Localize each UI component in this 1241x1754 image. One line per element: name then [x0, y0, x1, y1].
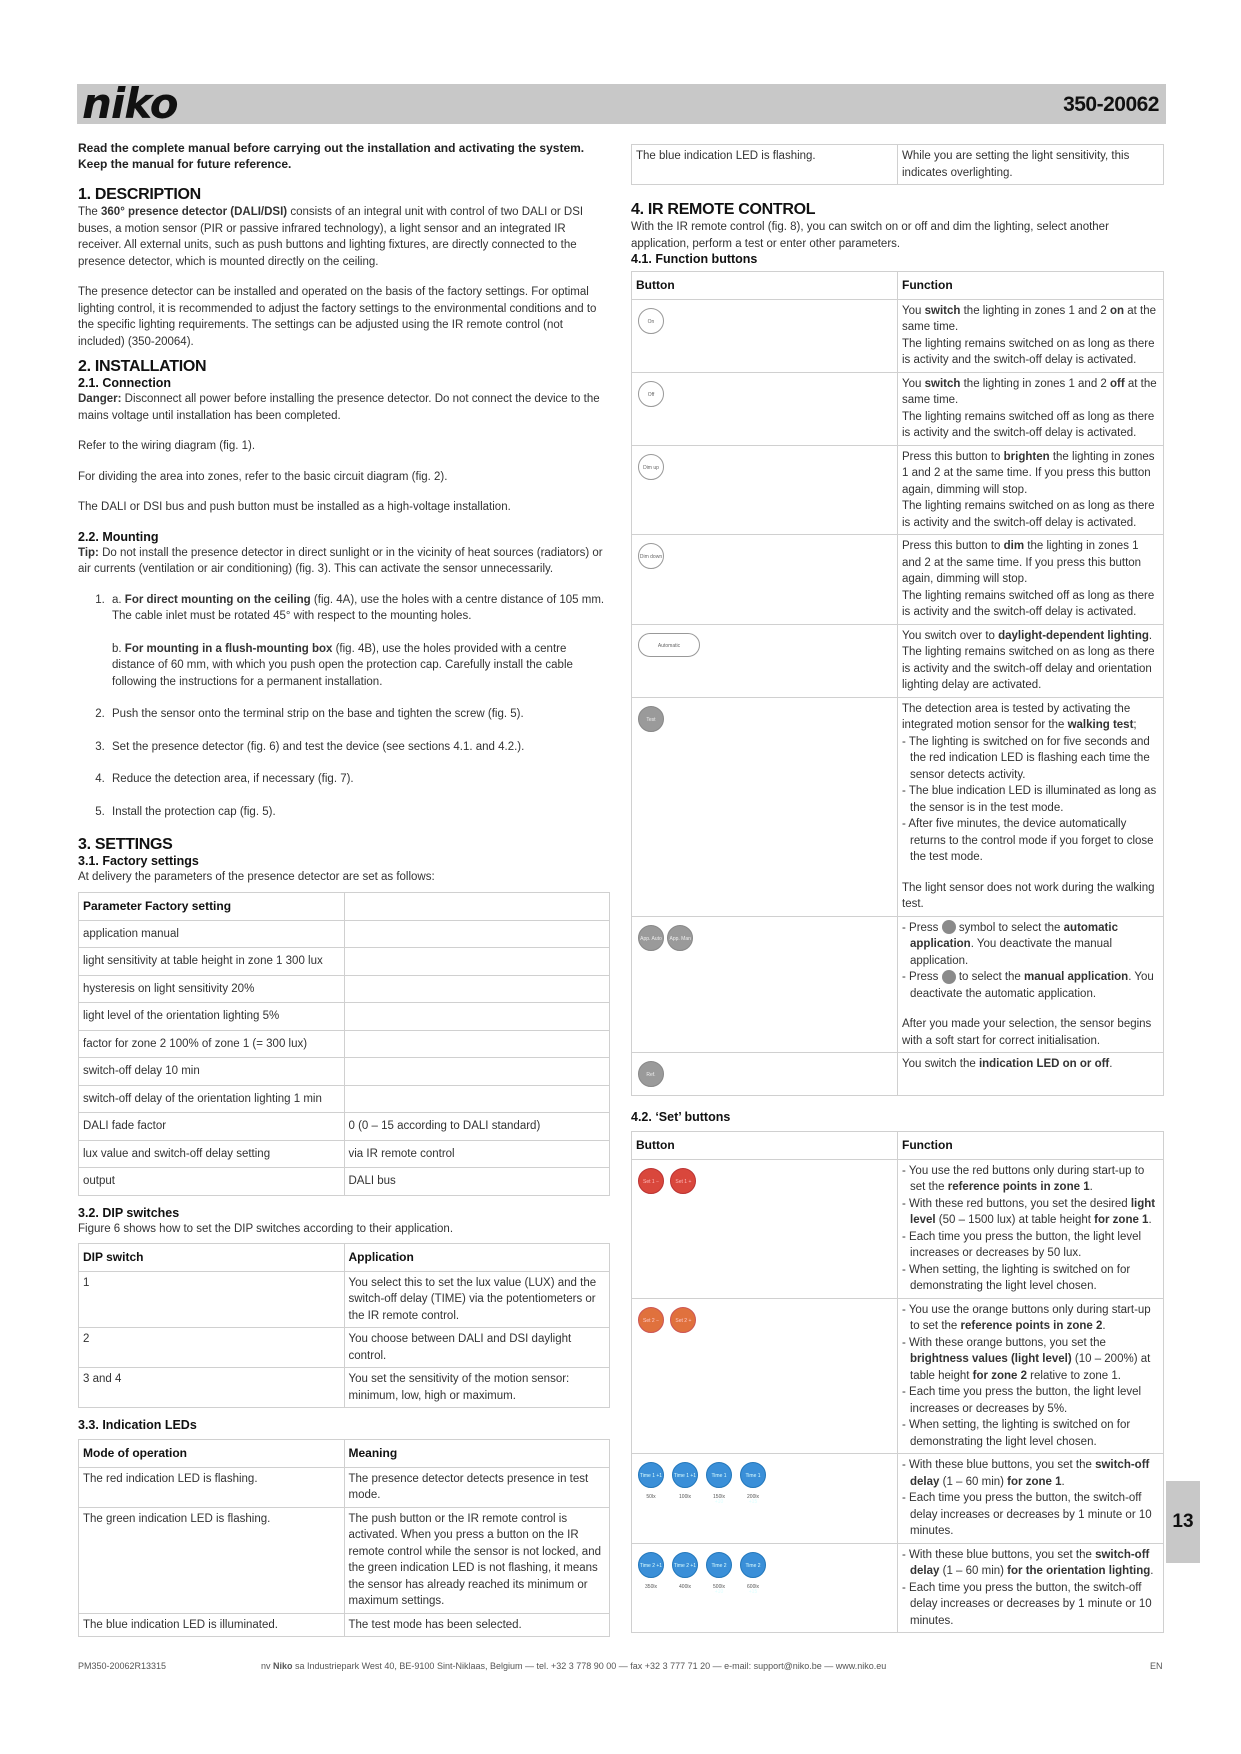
table-row	[79, 948, 610, 976]
niko-logo: niko	[82, 79, 178, 128]
table-row	[79, 1058, 610, 1086]
table-row	[632, 916, 1164, 1053]
table-cell: You switch over to daylight-dependent lighting. The lighting remains switched on as long as there is activity and the switch-off delay and orientation lighting delay are activated.	[898, 624, 1164, 697]
set2-minus-button-icon: Set 2 −	[638, 1307, 664, 1333]
subsection-connection: 2.1. Connection	[78, 376, 172, 390]
button-caption: 600lx	[747, 1583, 759, 1590]
table-row	[632, 1159, 1164, 1298]
ir-remote-intro: With the IR remote control (fig. 8), you can switch on or off and dim the lighting, select another application, perform a test or enter other parameters.	[631, 221, 1109, 250]
table-row	[79, 1140, 610, 1168]
test-button-icon: Test	[638, 706, 664, 732]
zones-reference: For dividing the area into zones, refer to the basic circuit diagram (fig. 2).	[78, 470, 448, 483]
table-cell: The test mode has been selected.	[344, 1613, 610, 1637]
time1-button-3	[706, 1462, 732, 1506]
time1-button-1	[638, 1462, 664, 1506]
table-row	[79, 1271, 610, 1328]
table-cell: You set the sensitivity of the motion sensor: minimum, low, high or maximum.	[344, 1368, 610, 1408]
table-row	[632, 1053, 1164, 1096]
table-row	[632, 1454, 1164, 1544]
set1-plus-button-icon: Set 1 +	[670, 1168, 696, 1194]
table-cell: 3 and 4	[79, 1368, 345, 1408]
time1-button-icon: Time 1 +1	[638, 1462, 664, 1488]
table-cell: output	[79, 1168, 345, 1196]
button-caption: 500lx	[713, 1583, 725, 1590]
time1-button-4	[740, 1462, 766, 1506]
dip-intro: Figure 6 shows how to set the DIP switches according to their application.	[78, 1222, 454, 1235]
bus-note: The DALI or DSI bus and push button must be installed as a high-voltage installation.	[78, 501, 511, 513]
factory-intro: At delivery the parameters of the presence detector are set as follows:	[78, 871, 435, 883]
time2-button-1	[638, 1552, 664, 1596]
section-settings-title: 3. SETTINGS	[78, 836, 173, 853]
dim-up-button-icon: Dim up	[638, 454, 664, 480]
table-header: Application	[344, 1244, 610, 1272]
set-buttons-table	[631, 1131, 1164, 1633]
table-row	[79, 1507, 610, 1613]
table-cell: switch-off delay of the orientation lighting 1 min	[79, 1085, 345, 1113]
table-row	[632, 1543, 1164, 1633]
right-column	[631, 144, 1164, 1633]
footer-reference: PM350-20062R13315	[78, 1661, 167, 1671]
table-row	[79, 1003, 610, 1031]
automatic-button-icon: Automatic	[638, 633, 700, 657]
table-row	[79, 1113, 610, 1141]
footer-language: EN	[1150, 1661, 1163, 1671]
table-cell: - You use the orange buttons only during start-up to set the reference points in zone 2. - With these orange buttons, you set the brightness values (light level) (10 – 200%) at table height for zone 2 relative to zone 1. - Each time you press the button, the light level increases or decreases by 5%. - When setting, the lighting is switched on for demonstrating the light level chosen.	[898, 1298, 1164, 1454]
led-continuation-table	[631, 144, 1164, 185]
time2-button-4	[740, 1552, 766, 1596]
table-cell: 2	[79, 1328, 345, 1368]
table-cell: The presence detector detects presence in test mode.	[344, 1467, 610, 1507]
table-header: Meaning	[344, 1440, 610, 1468]
table-row	[632, 445, 1164, 535]
table-row	[79, 1030, 610, 1058]
section-installation-title: 2. INSTALLATION	[78, 358, 207, 375]
app-man-button-icon: App. Man	[667, 925, 693, 951]
ref-button-icon: Ref.	[638, 1061, 664, 1087]
table-cell: You switch the indication LED on or off.	[898, 1053, 1164, 1096]
list-item: 1. a. For direct mounting on the ceiling (fig. 4A), use the holes with a centre distance of 105 mm. The cable inlet must be rotated 45° with respect to the mounting holes. b. For mounting in a flush-mounting box (fig. 4B), use the holes provided with a centre distance of 60 mm, with which you push open the protection cap. Carefully install the cable following the instructions for a permanent installation.	[108, 592, 610, 691]
table-cell: You switch the lighting in zones 1 and 2 off at the same time. The lighting remains switched off as long as there is activity and the switch-off delay is activated.	[898, 372, 1164, 445]
time1-button-icon: Time 1 +10	[706, 1462, 732, 1488]
subsection-indication-leds: 3.3. Indication LEDs	[78, 1418, 197, 1432]
table-row	[79, 920, 610, 948]
table-row	[79, 1328, 610, 1368]
left-column	[78, 140, 610, 1637]
table-cell: light sensitivity at table height in zone 1 300 lux	[79, 948, 345, 976]
table-cell	[344, 975, 610, 1003]
list-item: 3. Set the presence detector (fig. 6) and test the device (see sections 4.1. and 4.2.).	[108, 739, 610, 756]
table-cell: The red indication LED is flashing.	[79, 1467, 345, 1507]
button-caption: 100lx	[679, 1494, 691, 1500]
description-paragraph: The 360° presence detector (DALI/DSI) consists of an integral unit with control of two DALI or DSI buses, a motion sensor (PIR or passive infrared technology), a light sensor and an integrated IR receiver. All external units, such as push buttons and lighting fixtures, are directly connected to the presence detector, which is mounted directly on the ceiling.	[78, 206, 584, 268]
danger-note: Danger: Disconnect all power before installing the presence detector. Do not connect the device to the mains voltage until installation has been completed.	[78, 393, 600, 422]
table-cell: DALI fade factor	[79, 1113, 345, 1141]
table-cell	[344, 1058, 610, 1086]
set2-plus-button-icon: Set 2 +	[670, 1307, 696, 1333]
on-button-icon: On	[638, 308, 664, 334]
set1-minus-button-icon: Set 1 −	[638, 1168, 664, 1194]
table-header: Function	[898, 272, 1164, 300]
dim-down-button-icon: Dim down	[638, 543, 664, 569]
time2-button-icon: Time 2 +1	[638, 1552, 664, 1578]
table-cell: - With these blue buttons, you set the switch-off delay (1 – 60 min) for the orientation lighting. - Each time you press the button, the switch-off delay increases or decreases by 1 minute or 10 minutes.	[898, 1543, 1164, 1633]
table-cell: - You use the red buttons only during start-up to set the reference points in zone 1. - With these red buttons, you set the desired light level (50 – 1500 lux) at table height for zone 1. - Each time you press the button, the light level increases or decreases by 50 lux. - When setting, the lighting is switched on for demonstrating the light level chosen.	[898, 1159, 1164, 1298]
time2-button-icon: Time 2 +15	[740, 1552, 766, 1578]
list-item: 2. Push the sensor onto the terminal strip on the base and tighten the screw (fig. 5).	[108, 706, 610, 723]
time1-button-2	[672, 1462, 698, 1506]
intro-text: Read the complete manual before carrying out the installation and activating the system. Keep the manual for future reference.	[78, 141, 585, 171]
mounting-steps	[78, 592, 610, 821]
time1-button-icon: Time 1 +1	[672, 1462, 698, 1488]
button-caption: 150lx	[713, 1494, 725, 1500]
app-auto-symbol-icon	[942, 920, 956, 934]
table-cell: The detection area is tested by activating the integrated motion sensor for the walking test; - The lighting is switched on for five seconds and the red indication LED is flashing each time the sensor detects activity. - The blue indication LED is illuminated as long as the sensor is in the test mode. - After five minutes, the device automatically returns to the control mode if you forget to close the test mode. The light sensor does not work during the walking test.	[898, 697, 1164, 916]
subsection-factory-settings: 3.1. Factory settings	[78, 854, 199, 868]
table-cell: - Press symbol to select the automatic application. You deactivate the manual application. - Press to select the manual application. You deactivate the automatic application. After you made your selection, the sensor begins with a soft start for correct initialisation.	[898, 916, 1164, 1053]
table-row	[632, 697, 1164, 916]
table-row	[79, 1085, 610, 1113]
tip-note: Tip: Do not install the presence detector in direct sunlight or in the vicinity of heat sources (radiators) or air currents (ventilation or air conditioning) (fig. 3). This can activate the sensor unnecessarily.	[78, 546, 603, 575]
table-cell: factor for zone 2 100% of zone 1 (= 300 lux)	[79, 1030, 345, 1058]
time1-button-icon: Time 1 +15	[740, 1462, 766, 1488]
button-caption: 350lx	[645, 1583, 657, 1590]
table-row	[79, 1467, 610, 1507]
subsection-set-buttons: 4.2. ‘Set’ buttons	[631, 1110, 731, 1124]
table-row	[79, 1168, 610, 1196]
description-paragraph-2: The presence detector can be installed and operated on the basis of the factory settings. For optimal lighting control, it is recommended to adjust the factory settings to the environmental conditions and to the specific lighting requirements. The settings can be adjusted using the IR remote control (not included) (350-20064).	[78, 286, 597, 348]
subsection-mounting: 2.2. Mounting	[78, 529, 159, 544]
off-button-icon: Off	[638, 381, 664, 407]
factory-settings-table	[78, 892, 610, 1196]
table-row	[79, 1613, 610, 1637]
section-ir-remote-title: 4. IR REMOTE CONTROL	[631, 201, 816, 218]
table-cell: DALI bus	[344, 1168, 610, 1196]
table-cell: The blue indication LED is flashing.	[632, 145, 898, 185]
list-item: 5. Install the protection cap (fig. 5).	[108, 804, 610, 821]
dip-switch-table	[78, 1243, 610, 1408]
table-cell: Press this button to dim the lighting in zones 1 and 2 at the same time. If you press this button again, dimming will stop. The lighting remains switched off as long as there is activity and the switch-off delay is activated.	[898, 535, 1164, 625]
button-caption: 400lx	[679, 1583, 691, 1590]
time2-button-icon: Time 2 +1	[672, 1552, 698, 1578]
table-header: Mode of operation	[79, 1440, 345, 1468]
button-caption: 50lx	[646, 1494, 656, 1500]
table-cell	[344, 1085, 610, 1113]
table-cell: 1	[79, 1271, 345, 1328]
table-header: Button	[632, 1132, 898, 1160]
wiring-reference: Refer to the wiring diagram (fig. 1).	[78, 440, 256, 452]
table-cell: switch-off delay 10 min	[79, 1058, 345, 1086]
table-cell	[344, 1003, 610, 1031]
list-item: 4. Reduce the detection area, if necessary (fig. 7).	[108, 771, 610, 788]
table-row	[632, 372, 1164, 445]
table-cell: The push button or the IR remote control is activated. When you press a button on the IR remote control while the sensor is not locked, and the green indication LED is not flashing, it means the sensor has already reached its minimum or maximum settings.	[344, 1507, 610, 1613]
table-header: Function	[898, 1132, 1164, 1160]
table-cell: - With these blue buttons, you set the switch-off delay (1 – 60 min) for zone 1. - Each time you press the button, the switch-off delay increases or decreases by 1 minute or 10 minutes.	[898, 1454, 1164, 1544]
table-cell: via IR remote control	[344, 1140, 610, 1168]
table-cell: 0 (0 – 15 according to DALI standard)	[344, 1113, 610, 1141]
subsection-dip-switches: 3.2. DIP switches	[78, 1205, 180, 1220]
table-cell: Press this button to brighten the lighting in zones 1 and 2 at the same time. If you press this button again, dimming will stop. The lighting remains switched on as long as there is activity and the switch-off delay is activated.	[898, 445, 1164, 535]
table-cell: You select this to set the lux value (LUX) and the switch-off delay (TIME) via the potentiometers or the IR remote control.	[344, 1271, 610, 1328]
table-header: Parameter Factory setting	[79, 892, 345, 920]
table-row	[632, 535, 1164, 625]
footer-company: nv Niko sa Industriepark West 40, BE-9100 Sint-Niklaas, Belgium — tel. +32 3 778 90 00 — fax +32 3 777 71 20 — e-mail: support@niko.be — www.niko.eu	[261, 1661, 887, 1671]
page-number-tab: 13	[1166, 1481, 1200, 1563]
table-cell: You choose between DALI and DSI daylight control.	[344, 1328, 610, 1368]
function-buttons-table	[631, 271, 1164, 1096]
header-bar	[77, 79, 1166, 128]
time2-button-2	[672, 1552, 698, 1596]
table-row	[79, 975, 610, 1003]
time2-button-icon: Time 2 +10	[706, 1552, 732, 1578]
indication-led-table	[78, 1439, 610, 1637]
table-cell: lux value and switch-off delay setting	[79, 1140, 345, 1168]
app-man-symbol-icon	[942, 970, 956, 984]
table-cell: The green indication LED is flashing.	[79, 1507, 345, 1613]
table-row	[632, 624, 1164, 697]
table-header: DIP switch	[79, 1244, 345, 1272]
table-cell	[344, 1030, 610, 1058]
table-row	[79, 1368, 610, 1408]
section-description-title: 1. DESCRIPTION	[78, 186, 201, 203]
button-caption: 200lx	[747, 1494, 759, 1500]
table-cell: light level of the orientation lighting 5%	[79, 1003, 345, 1031]
table-cell	[344, 920, 610, 948]
product-code: 350-20062	[1063, 93, 1159, 116]
table-cell: While you are setting the light sensitivity, this indicates overlighting.	[898, 145, 1164, 185]
table-cell: hysteresis on light sensitivity 20%	[79, 975, 345, 1003]
time2-button-3	[706, 1552, 732, 1596]
table-header: Button	[632, 272, 898, 300]
table-cell: The blue indication LED is illuminated.	[79, 1613, 345, 1637]
table-row	[632, 299, 1164, 372]
table-cell	[344, 948, 610, 976]
table-cell: You switch the lighting in zones 1 and 2 on at the same time. The lighting remains switched on as long as there is activity and the switch-off delay is activated.	[898, 299, 1164, 372]
table-row	[632, 1298, 1164, 1454]
subsection-function-buttons: 4.1. Function buttons	[631, 252, 758, 266]
table-cell: application manual	[79, 920, 345, 948]
app-auto-button-icon: App. Auto	[638, 925, 664, 951]
